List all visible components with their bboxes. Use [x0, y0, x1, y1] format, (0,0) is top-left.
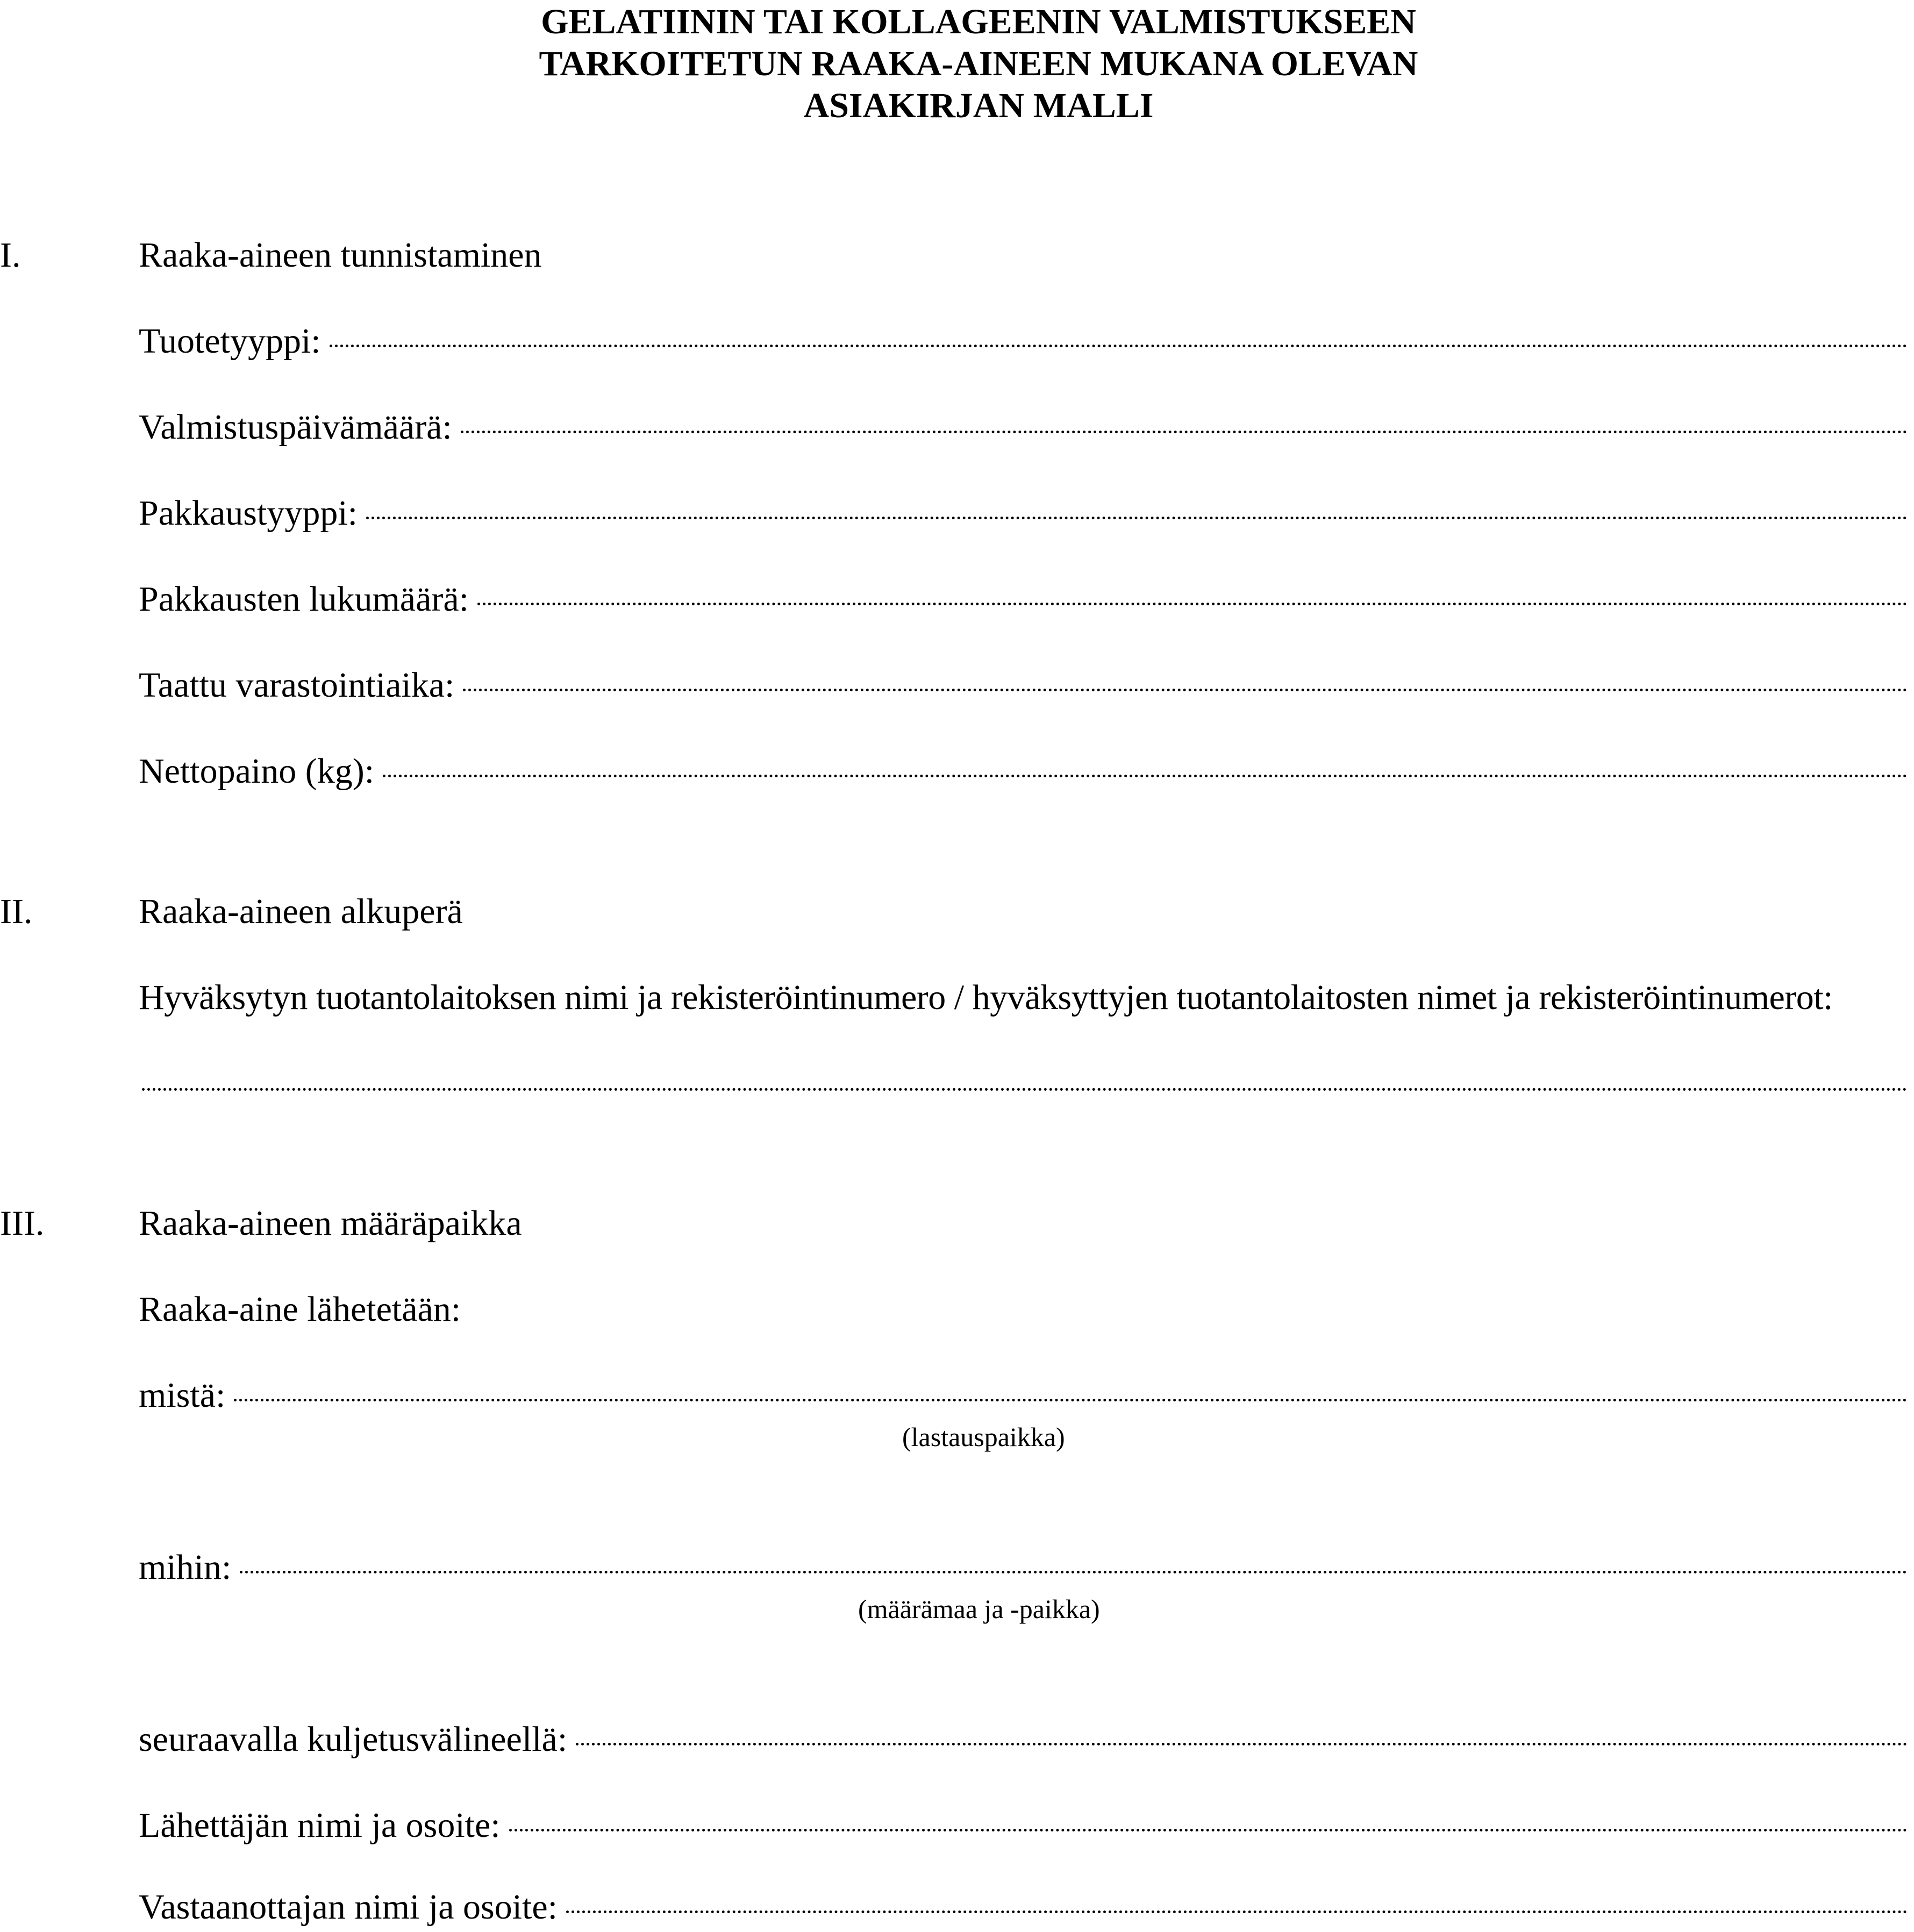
field-label: Lähettäjän nimi ja osoite: — [139, 1806, 501, 1845]
fill-line[interactable] — [509, 1829, 1908, 1831]
to-note: (määrämaa ja -paikka) — [858, 1594, 1100, 1624]
section-3-numeral: III. — [0, 1204, 45, 1243]
field-from[interactable] — [139, 1375, 1908, 1416]
field-label: Pakkaustyyppi: — [139, 493, 358, 533]
field-sender[interactable] — [139, 1805, 1908, 1846]
field-package-count[interactable] — [139, 579, 1908, 620]
field-label: Taattu varastointiaika: — [139, 666, 455, 705]
section-2-numeral: II. — [0, 892, 33, 931]
title-line-1: GELATIININ TAI KOLLAGEENIN VALMISTUKSEEN — [541, 2, 1416, 41]
title-line-2: TARKOITETUN RAAKA-AINEEN MUKANA OLEVAN — [539, 44, 1418, 83]
field-label: mistä: — [139, 1376, 226, 1415]
field-label: Nettopaino (kg): — [139, 752, 375, 791]
fill-line[interactable] — [366, 517, 1908, 519]
section-2-text: Hyväksytyn tuotantolaitoksen nimi ja rekisteröintinumero / hyväksyttyjen tuotantolaitosten nimet ja rekisteröintinumerot: — [139, 978, 1833, 1017]
field-label: Tuotetyyppi: — [139, 321, 321, 361]
document-title — [0, 1, 1914, 127]
field-transport[interactable] — [139, 1719, 1908, 1760]
section-3-heading: Raaka-aineen määräpaikka — [139, 1204, 522, 1243]
field-product-type[interactable] — [139, 321, 1908, 362]
section-2-heading: Raaka-aineen alkuperä — [139, 892, 463, 931]
fill-line[interactable] — [463, 689, 1908, 691]
field-label: mihin: — [139, 1548, 232, 1587]
section-1-numeral: I. — [0, 235, 21, 275]
establishment-fill-line[interactable] — [142, 1088, 1908, 1091]
fill-line[interactable] — [383, 775, 1908, 777]
field-label: Vastaanottajan nimi ja osoite: — [139, 1887, 558, 1927]
fill-line[interactable] — [234, 1399, 1908, 1401]
field-manufacture-date[interactable] — [139, 407, 1908, 448]
field-label: Valmistuspäivämäärä: — [139, 407, 452, 447]
field-package-type[interactable] — [139, 493, 1908, 534]
section-3-intro: Raaka-aine lähetetään: — [139, 1290, 461, 1329]
title-line-3: ASIAKIRJAN MALLI — [803, 86, 1154, 125]
from-note: (lastauspaikka) — [902, 1422, 1065, 1452]
section-1-heading: Raaka-aineen tunnistaminen — [139, 235, 542, 275]
fill-line[interactable] — [566, 1910, 1908, 1913]
fill-line[interactable] — [461, 431, 1908, 433]
field-to[interactable] — [139, 1547, 1908, 1588]
field-label: Pakkausten lukumäärä: — [139, 579, 469, 619]
fill-line[interactable] — [330, 345, 1908, 347]
field-net-weight[interactable] — [139, 751, 1908, 792]
field-recipient[interactable] — [139, 1887, 1908, 1928]
fill-line[interactable] — [477, 603, 1908, 605]
field-storage-time[interactable] — [139, 665, 1908, 706]
field-label: seuraavalla kuljetusvälineellä: — [139, 1720, 568, 1759]
fill-line[interactable] — [576, 1743, 1908, 1745]
fill-line[interactable] — [240, 1571, 1908, 1573]
